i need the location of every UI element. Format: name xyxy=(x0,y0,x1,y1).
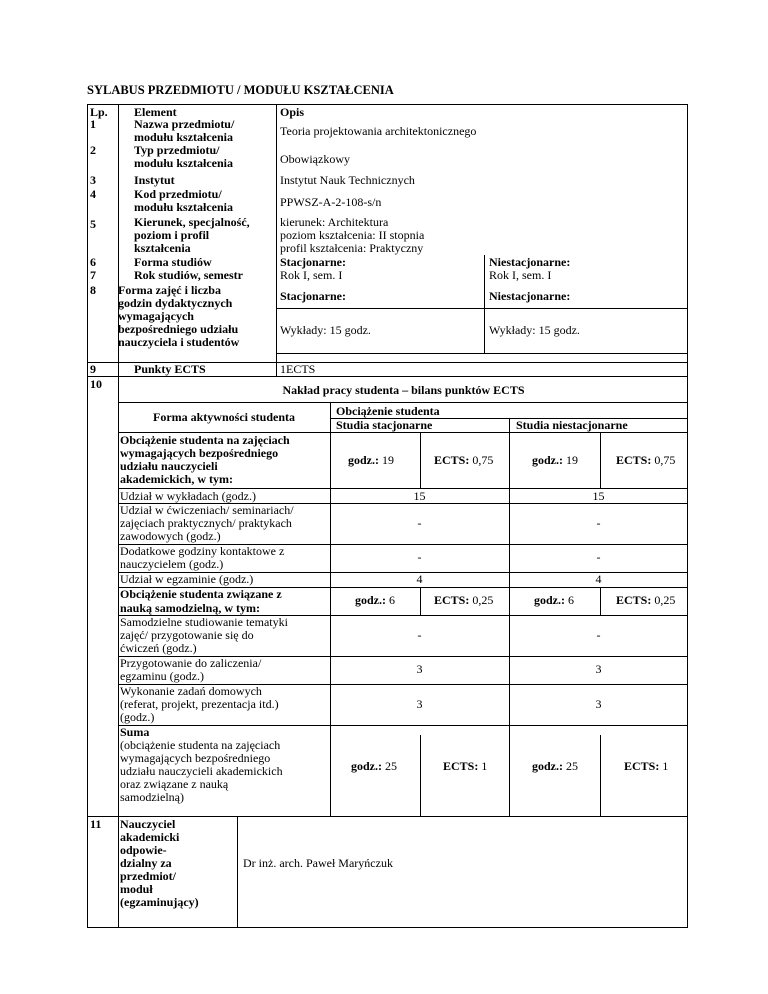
row-8-niestacjonarne: Niestacjonarne: xyxy=(489,289,571,303)
row-8-element-2: godzin dydaktycznych xyxy=(118,296,233,310)
ects-sum-label-4: udziału nauczycieli akademickich xyxy=(120,764,283,778)
ects-a3-niestac: - xyxy=(596,550,601,564)
header-element: Element xyxy=(134,105,177,119)
row-11-element-2: akademicki xyxy=(120,830,180,844)
row-8-element-3: wymagających xyxy=(118,309,194,323)
row-7-niestac-value: Rok I, sem. I xyxy=(489,268,552,282)
ects-b-godz-stac: godz.: 6 xyxy=(355,593,395,607)
ects-a2-label-2: zajęciach praktycznych/ praktykach xyxy=(120,516,292,530)
ects-sum-godz-stac: godz.: 25 xyxy=(351,759,397,773)
row-2-lp: 2 xyxy=(90,143,96,157)
ects-b2-label-2: egzaminu (godz.) xyxy=(120,669,204,683)
row-6-lp: 6 xyxy=(90,255,96,269)
ects-b2-niestac: 3 xyxy=(595,662,602,676)
row-11-element-5: przedmiot/ xyxy=(120,869,176,883)
row-5-element: Kierunek, specjalność, xyxy=(134,215,250,229)
ects-sum-label-3: wymagających bezpośredniego xyxy=(120,751,271,765)
ects-b3-stac: 3 xyxy=(416,697,423,711)
ects-a3-label-2: nauczycielem (godz.) xyxy=(120,557,224,571)
ects-sum-ects-stac: ECTS: 1 xyxy=(443,759,488,773)
row-8-stac-value: Wykłady: 15 godz. xyxy=(280,323,371,337)
ects-b-label-2: nauką samodzielną, w tym: xyxy=(120,601,261,615)
row-1-element-2: modułu kształcenia xyxy=(134,130,234,144)
row-8-stacjonarne: Stacjonarne: xyxy=(280,289,346,303)
row-3-element: Instytut xyxy=(134,173,175,187)
ects-a1-label: Udział w wykładach (godz.) xyxy=(120,489,256,503)
ects-sum-label-6: samodzielną) xyxy=(120,790,184,804)
ects-b2-label-1: Przygotowanie do zaliczenia/ xyxy=(120,656,262,670)
ects-forma-header: Forma aktywności studenta xyxy=(152,410,295,424)
row-5-value-2: poziom kształcenia: II stopnia xyxy=(280,228,425,242)
ects-b-ects-niestac: ECTS: 0,25 xyxy=(616,593,676,607)
ects-a-godz-niestac: godz.: 19 xyxy=(532,453,578,467)
ects-a3-label-1: Dodatkowe godziny kontaktowe z xyxy=(120,544,285,558)
ects-sum-label-5: oraz związane z nauką xyxy=(120,777,229,791)
row-5-element-2: poziom i profil xyxy=(134,228,210,242)
document-title: SYLABUS PRZEDMIOTU / MODUŁU KSZTAŁCENIA xyxy=(87,83,394,97)
ects-niestac-header: Studia niestacjonarne xyxy=(516,418,628,432)
ects-a2-stac: - xyxy=(417,516,422,530)
row-11-element-4: dzialny za xyxy=(120,856,172,870)
row-4-element: Kod przedmiotu/ xyxy=(134,187,222,201)
ects-a4-label: Udział w egzaminie (godz.) xyxy=(120,572,254,586)
row-1-element: Nazwa przedmiotu/ xyxy=(134,117,235,131)
ects-b-godz-niestac: godz.: 6 xyxy=(534,593,574,607)
ects-a3-stac: - xyxy=(417,550,422,564)
row-11-element-1: Nauczyciel xyxy=(120,817,176,831)
header-opis: Opis xyxy=(280,105,305,119)
row-8-element: Forma zajęć i liczba xyxy=(118,283,221,297)
ects-a-label-4: akademickich, w tym: xyxy=(120,472,233,486)
row-9-element: Punkty ECTS xyxy=(134,362,206,376)
row-8-niestac-value: Wykłady: 15 godz. xyxy=(489,323,580,337)
ects-b2-stac: 3 xyxy=(416,662,423,676)
ects-a-godz-stac: godz.: 19 xyxy=(348,453,394,467)
header-lp: Lp. xyxy=(90,105,108,119)
row-5-value-1: kierunek: Architektura xyxy=(280,215,389,229)
row-7-lp: 7 xyxy=(90,268,96,282)
row-2-value: Obowiązkowy xyxy=(280,152,350,166)
ects-a-ects-stac: ECTS: 0,75 xyxy=(434,453,494,467)
row-11-lp: 11 xyxy=(90,817,102,831)
ects-b3-label-1: Wykonanie zadań domowych xyxy=(120,684,262,698)
row-8-element-4: bezpośredniego udziału xyxy=(118,322,239,336)
row-8-element-5: nauczyciela i studentów xyxy=(118,335,240,349)
row-1-lp: 1 xyxy=(90,117,96,131)
row-3-lp: 3 xyxy=(90,173,96,187)
ects-a2-label-1: Udział w ćwiczeniach/ seminariach/ xyxy=(120,503,294,517)
ects-b3-niestac: 3 xyxy=(595,697,602,711)
row-7-element: Rok studiów, semestr xyxy=(134,268,244,282)
ects-a2-label-3: zawodowych (godz.) xyxy=(120,529,221,543)
row-11-element-6: moduł xyxy=(120,882,153,896)
row-2-element-2: modułu kształcenia xyxy=(134,156,234,170)
ects-b1-label-2: zajęć/ przygotowanie się do xyxy=(120,628,254,642)
ects-sum-ects-niestac: ECTS: 1 xyxy=(624,759,669,773)
ects-b-ects-stac: ECTS: 0,25 xyxy=(434,593,494,607)
ects-section-title: Nakład pracy studenta – bilans punktów ECTS xyxy=(282,383,525,397)
ects-b3-label-3: (godz.) xyxy=(120,710,155,724)
row-1-value: Teoria projektowania architektonicznego xyxy=(280,124,477,138)
row-9-value: 1ECTS xyxy=(280,362,316,376)
ects-a-label-1: Obciążenie studenta na zajęciach xyxy=(120,433,290,447)
ects-a1-niestac: 15 xyxy=(592,489,605,503)
ects-sum-label-2: (obciążenie studenta na zajęciach xyxy=(120,738,281,752)
row-10-lp: 10 xyxy=(90,377,102,391)
ects-sum-godz-niestac: godz.: 25 xyxy=(532,759,578,773)
row-9-lp: 9 xyxy=(90,362,96,376)
ects-a-ects-niestac: ECTS: 0,75 xyxy=(616,453,676,467)
row-6-stacjonarne: Stacjonarne: xyxy=(280,255,346,269)
ects-a-label-3: udziału nauczycieli xyxy=(120,459,218,473)
row-4-value: PPWSZ-A-2-108-s/n xyxy=(280,195,382,209)
ects-b1-label-3: ćwiczeń (godz.) xyxy=(120,641,197,655)
ects-b1-niestac: - xyxy=(596,628,601,642)
ects-a-label-2: wymagających bezpośredniego xyxy=(120,446,279,460)
row-6-element: Forma studiów xyxy=(134,255,212,269)
ects-obciazenie-header: Obciążenie studenta xyxy=(336,404,440,418)
row-11-value: Dr inż. arch. Paweł Maryńczuk xyxy=(243,856,393,870)
ects-b3-label-2: (referat, projekt, prezentacja itd.) xyxy=(120,697,279,711)
row-2-element: Typ przedmiotu/ xyxy=(134,143,220,157)
ects-a4-stac: 4 xyxy=(416,572,423,586)
ects-a1-stac: 15 xyxy=(413,489,426,503)
row-7-stac-value: Rok I, sem. I xyxy=(280,268,343,282)
row-4-lp: 4 xyxy=(90,187,96,201)
ects-stac-header: Studia stacjonarne xyxy=(336,418,433,432)
row-5-value-3: profil kształcenia: Praktyczny xyxy=(280,241,424,255)
row-5-element-3: kształcenia xyxy=(134,241,191,255)
row-4-element-2: modułu kształcenia xyxy=(134,200,234,214)
ects-b-label-1: Obciążenie studenta związane z xyxy=(120,587,282,601)
ects-a2-niestac: - xyxy=(596,516,601,530)
row-11-element-3: odpowie- xyxy=(120,843,167,857)
row-6-niestacjonarne: Niestacjonarne: xyxy=(489,255,571,269)
row-3-value: Instytut Nauk Technicznych xyxy=(280,173,415,187)
row-5-lp: 5 xyxy=(90,217,96,231)
ects-sum-label-1: Suma xyxy=(120,725,150,739)
ects-b1-stac: - xyxy=(417,628,422,642)
row-8-lp: 8 xyxy=(90,283,96,297)
ects-b1-label-1: Samodzielne studiowanie tematyki xyxy=(120,615,288,629)
row-11-element-7: (egzaminujący) xyxy=(120,895,199,909)
ects-a4-niestac: 4 xyxy=(595,572,602,586)
